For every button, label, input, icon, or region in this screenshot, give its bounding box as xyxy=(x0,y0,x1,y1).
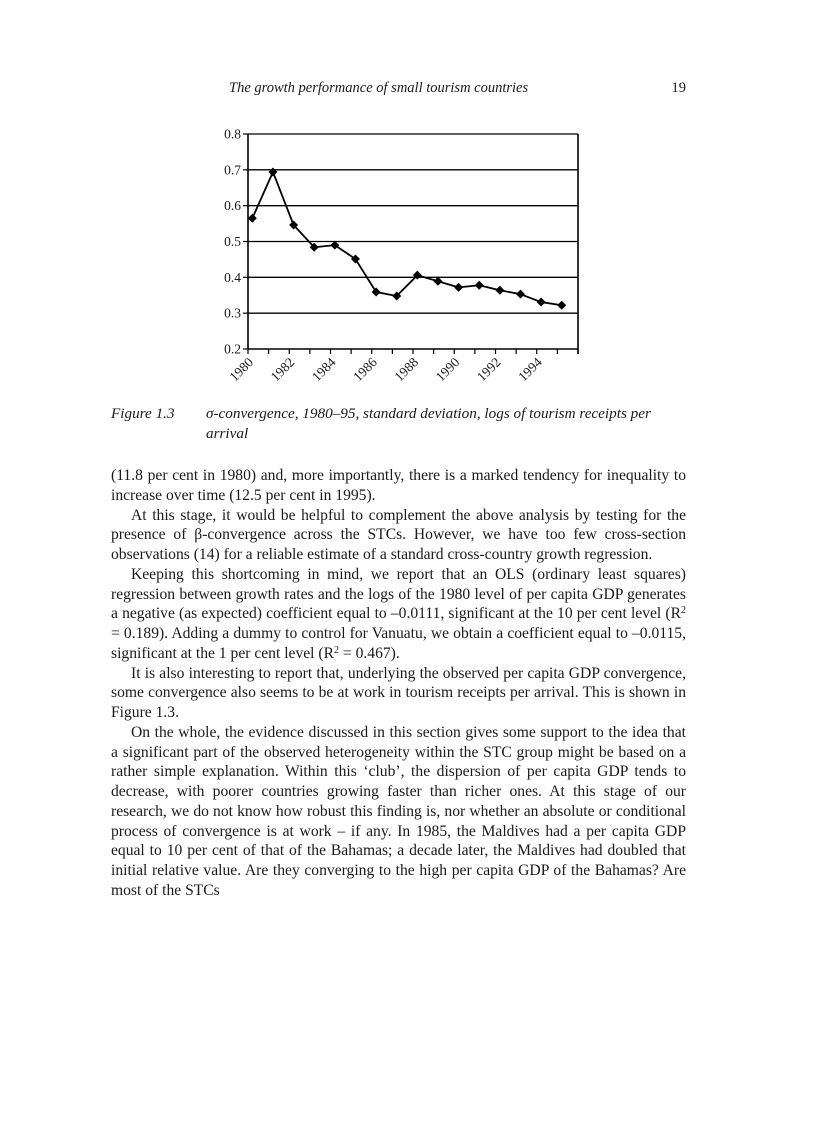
running-head-title: The growth performance of small tourism countries xyxy=(229,80,529,96)
y-tick-label: 0.5 xyxy=(224,234,241,249)
data-point-marker xyxy=(537,298,546,307)
superscript: 2 xyxy=(681,605,686,617)
data-point-marker xyxy=(372,288,381,297)
x-tick-label: 1988 xyxy=(391,354,422,385)
x-tick-label: 1990 xyxy=(432,354,463,385)
running-head xyxy=(111,80,686,100)
x-tick-label: 1984 xyxy=(308,354,339,385)
line-chart xyxy=(195,118,615,398)
figure-label: Figure 1.3 xyxy=(111,405,175,422)
y-tick-label: 0.8 xyxy=(224,126,241,142)
x-tick-label: 1994 xyxy=(515,354,545,385)
x-tick-label: 1992 xyxy=(473,354,504,385)
paragraph-5: On the whole, the evidence discussed in this section gives some support to the idea that a significant part of the observed heterogeneity within the STC group might be based on a rather simple explanation. Within this ‘club’, the dispersion of per capita GDP tends to decrease, with poorer countries growing faster than richer ones. At this stage of our research, we do not know how robust this finding is, nor whether an absolute or conditional process of convergence is at work – if any. In 1985, the Maldives had a per capita GDP equal to 10 per cent of that of the Bahamas; a decade later, the Maldives had doubled that initial relative value. Are they converging to the high per capita GDP of the Bahamas? Are most of the STCs xyxy=(111,723,686,899)
data-point-marker xyxy=(475,281,484,290)
data-point-marker xyxy=(454,283,463,292)
y-tick-label: 0.7 xyxy=(224,162,241,178)
y-tick-label: 0.3 xyxy=(224,305,241,321)
data-point-marker xyxy=(433,277,442,286)
x-tick-label: 1982 xyxy=(267,354,298,385)
paragraph-3: Keeping this shortcoming in mind, we report that an OLS (ordinary least squares) regression between growth rates and the logs of the 1980 level of per capita GDP generates a negative (as expected) coefficient equal to –0.0111, significant at the 10 per cent level $(R^2 = 0.189)$. Adding a dummy to control for Vanuatu, we obtain a coefficient equal to –0.0115, significant at the 1 per cent level $(R^2 = 0.467)$. xyxy=(111,565,686,662)
y-tick-label: 0.4 xyxy=(224,269,241,285)
data-point-marker xyxy=(248,214,257,223)
figure-chart xyxy=(195,118,615,398)
x-tick-label: 1986 xyxy=(350,354,380,385)
body-text xyxy=(111,466,686,901)
data-point-marker xyxy=(268,167,277,176)
data-point-marker xyxy=(557,301,566,310)
superscript: 2 xyxy=(334,644,339,656)
figure-caption-text: σ-convergence, 1980–95, standard deviation, logs of tourism receipts per arrival xyxy=(206,405,651,442)
paragraph-1: (11.8 per cent in 1980) and, more importantly, there is a marked tendency for inequality to increase over time (12.5 per cent in 1995). xyxy=(111,467,686,504)
y-tick-label: 0.6 xyxy=(224,198,241,214)
paragraph-2: At this stage, it would be helpful to complement the above analysis by testing for the presence of β-convergence across the STCs. However, we have too few cross-section observations (14) for a reliable estimate of a standard cross-country growth regression. xyxy=(111,506,686,563)
y-tick-label: 0.2 xyxy=(224,341,241,357)
page-number: 19 xyxy=(671,80,686,96)
data-point-marker xyxy=(495,286,504,295)
paragraph-4: It is also interesting to report that, underlying the observed per capita GDP convergence, some convergence also seems to be at work in tourism receipts per arrival. This is shown in Figure 1.3. xyxy=(111,664,686,721)
data-point-marker xyxy=(516,290,525,299)
x-tick-label: 1980 xyxy=(226,354,257,385)
